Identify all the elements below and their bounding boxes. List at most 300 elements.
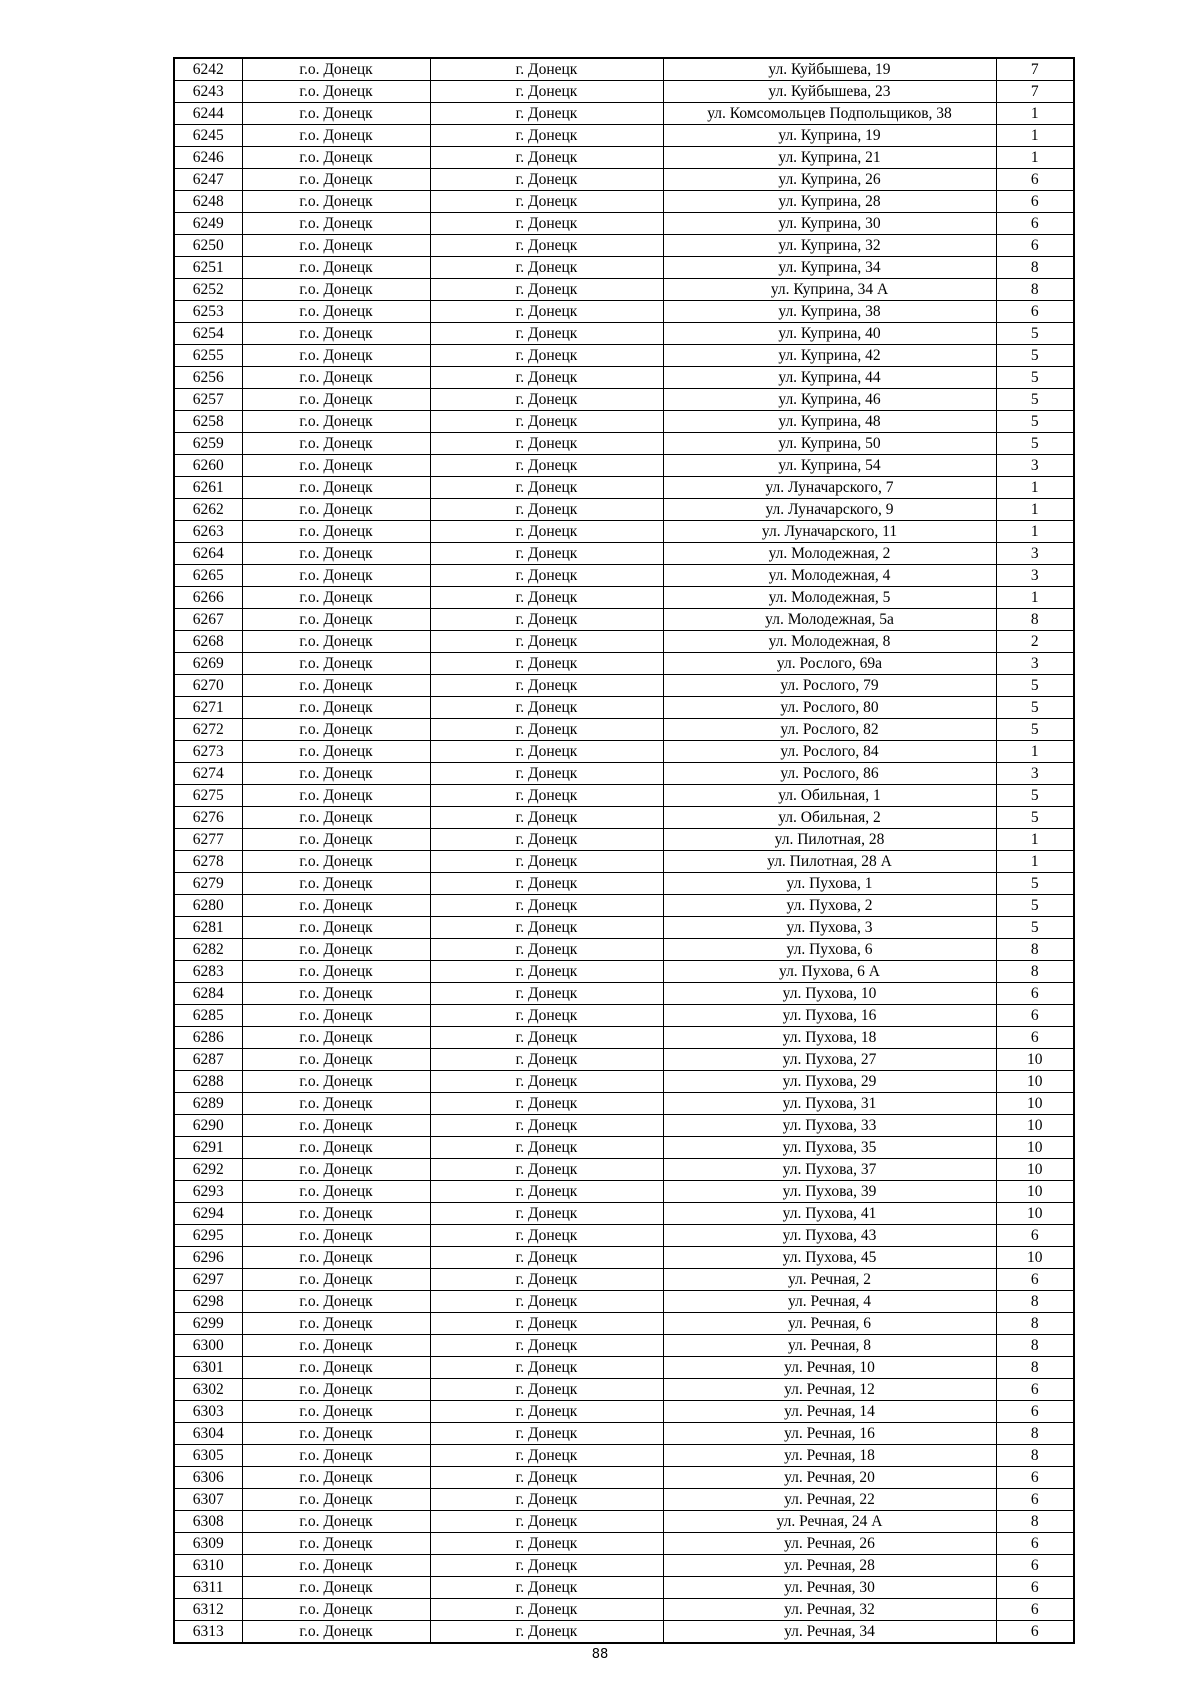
cell-city: г. Донецк: [430, 169, 663, 191]
cell-street-address: ул. Рослого, 86: [663, 763, 996, 785]
cell-city: г. Донецк: [430, 103, 663, 125]
cell-row-number: 6311: [174, 1577, 242, 1599]
table-row: [174, 1467, 1074, 1489]
cell-municipality: г.о. Донецк: [242, 1049, 430, 1071]
cell-street-address: ул. Пухова, 31: [663, 1093, 996, 1115]
cell-street-address: ул. Пухова, 37: [663, 1159, 996, 1181]
table-row: [174, 345, 1074, 367]
cell-municipality: г.о. Донецк: [242, 1093, 430, 1115]
cell-city: г. Донецк: [430, 1445, 663, 1467]
cell-city: г. Донецк: [430, 807, 663, 829]
table-row: [174, 1335, 1074, 1357]
cell-street-address: ул. Луначарского, 11: [663, 521, 996, 543]
cell-city: г. Донецк: [430, 741, 663, 763]
cell-row-number: 6269: [174, 653, 242, 675]
cell-city: г. Донецк: [430, 411, 663, 433]
cell-row-number: 6298: [174, 1291, 242, 1313]
cell-municipality: г.о. Донецк: [242, 1247, 430, 1269]
cell-street-address: ул. Молодежная, 8: [663, 631, 996, 653]
cell-row-number: 6287: [174, 1049, 242, 1071]
cell-row-number: 6297: [174, 1269, 242, 1291]
table-row: [174, 565, 1074, 587]
table-row: [174, 873, 1074, 895]
table-row: [174, 917, 1074, 939]
table-row: [174, 213, 1074, 235]
cell-city: г. Донецк: [430, 301, 663, 323]
cell-street-address: ул. Обильная, 1: [663, 785, 996, 807]
cell-city: г. Донецк: [430, 1269, 663, 1291]
cell-street-address: ул. Речная, 18: [663, 1445, 996, 1467]
cell-city: г. Донецк: [430, 1489, 663, 1511]
cell-street-address: ул. Речная, 32: [663, 1599, 996, 1621]
cell-municipality: г.о. Донецк: [242, 1115, 430, 1137]
cell-row-number: 6296: [174, 1247, 242, 1269]
table-row: [174, 587, 1074, 609]
table-row: [174, 1049, 1074, 1071]
cell-row-number: 6310: [174, 1555, 242, 1577]
cell-city: г. Донецк: [430, 81, 663, 103]
table-row: [174, 961, 1074, 983]
cell-city: г. Донецк: [430, 367, 663, 389]
table-row: [174, 1181, 1074, 1203]
cell-municipality: г.о. Донецк: [242, 477, 430, 499]
cell-row-number: 6258: [174, 411, 242, 433]
table-row: [174, 279, 1074, 301]
cell-count: 6: [996, 1467, 1074, 1489]
cell-municipality: г.о. Донецк: [242, 719, 430, 741]
cell-municipality: г.о. Донецк: [242, 1555, 430, 1577]
cell-row-number: 6289: [174, 1093, 242, 1115]
table-row: [174, 1599, 1074, 1621]
cell-street-address: ул. Речная, 28: [663, 1555, 996, 1577]
cell-street-address: ул. Куприна, 44: [663, 367, 996, 389]
cell-city: г. Донецк: [430, 1313, 663, 1335]
table-row: [174, 58, 1074, 81]
cell-city: г. Донецк: [430, 917, 663, 939]
cell-row-number: 6268: [174, 631, 242, 653]
cell-street-address: ул. Рослого, 84: [663, 741, 996, 763]
cell-count: 8: [996, 961, 1074, 983]
cell-row-number: 6282: [174, 939, 242, 961]
cell-municipality: г.о. Донецк: [242, 1159, 430, 1181]
table-row: [174, 433, 1074, 455]
table-row: [174, 675, 1074, 697]
cell-municipality: г.о. Донецк: [242, 785, 430, 807]
cell-street-address: ул. Рослого, 79: [663, 675, 996, 697]
cell-municipality: г.о. Донецк: [242, 543, 430, 565]
cell-count: 8: [996, 279, 1074, 301]
cell-city: г. Донецк: [430, 1357, 663, 1379]
cell-city: г. Донецк: [430, 213, 663, 235]
cell-city: г. Донецк: [430, 1533, 663, 1555]
cell-row-number: 6265: [174, 565, 242, 587]
table-row: [174, 257, 1074, 279]
cell-street-address: ул. Пухова, 6: [663, 939, 996, 961]
cell-municipality: г.о. Донецк: [242, 1203, 430, 1225]
cell-city: г. Донецк: [430, 631, 663, 653]
cell-street-address: ул. Речная, 24 А: [663, 1511, 996, 1533]
cell-row-number: 6284: [174, 983, 242, 1005]
cell-municipality: г.о. Донецк: [242, 653, 430, 675]
table-row: [174, 1071, 1074, 1093]
cell-count: 1: [996, 125, 1074, 147]
cell-count: 6: [996, 169, 1074, 191]
cell-city: г. Донецк: [430, 1423, 663, 1445]
cell-municipality: г.о. Донецк: [242, 917, 430, 939]
table-row: [174, 983, 1074, 1005]
table-row: [174, 609, 1074, 631]
table-row: [174, 455, 1074, 477]
cell-city: г. Донецк: [430, 1467, 663, 1489]
cell-municipality: г.о. Донецк: [242, 345, 430, 367]
cell-street-address: ул. Речная, 26: [663, 1533, 996, 1555]
cell-municipality: г.о. Донецк: [242, 125, 430, 147]
cell-count: 6: [996, 1533, 1074, 1555]
cell-row-number: 6275: [174, 785, 242, 807]
cell-count: 6: [996, 1027, 1074, 1049]
page-number: 88: [591, 1647, 609, 1662]
table-row: [174, 521, 1074, 543]
address-table-body: [174, 58, 1074, 1643]
table-row: [174, 1203, 1074, 1225]
cell-count: 1: [996, 103, 1074, 125]
cell-street-address: ул. Речная, 14: [663, 1401, 996, 1423]
cell-municipality: г.о. Донецк: [242, 1379, 430, 1401]
cell-municipality: г.о. Донецк: [242, 983, 430, 1005]
cell-city: г. Донецк: [430, 1093, 663, 1115]
cell-street-address: ул. Луначарского, 9: [663, 499, 996, 521]
cell-count: 5: [996, 895, 1074, 917]
cell-municipality: г.о. Донецк: [242, 697, 430, 719]
cell-city: г. Донецк: [430, 587, 663, 609]
cell-row-number: 6304: [174, 1423, 242, 1445]
cell-municipality: г.о. Донецк: [242, 235, 430, 257]
cell-municipality: г.о. Донецк: [242, 81, 430, 103]
cell-street-address: ул. Рослого, 69а: [663, 653, 996, 675]
table-row: [174, 411, 1074, 433]
cell-street-address: ул. Куприна, 30: [663, 213, 996, 235]
cell-municipality: г.о. Донецк: [242, 433, 430, 455]
table-row: [174, 1489, 1074, 1511]
table-row: [174, 785, 1074, 807]
cell-street-address: ул. Рослого, 82: [663, 719, 996, 741]
cell-municipality: г.о. Донецк: [242, 1027, 430, 1049]
cell-count: 10: [996, 1247, 1074, 1269]
cell-city: г. Донецк: [430, 895, 663, 917]
cell-row-number: 6313: [174, 1621, 242, 1644]
cell-street-address: ул. Речная, 10: [663, 1357, 996, 1379]
cell-row-number: 6257: [174, 389, 242, 411]
cell-street-address: ул. Куприна, 34 А: [663, 279, 996, 301]
cell-municipality: г.о. Донецк: [242, 1423, 430, 1445]
cell-row-number: 6264: [174, 543, 242, 565]
cell-count: 5: [996, 675, 1074, 697]
cell-row-number: 6276: [174, 807, 242, 829]
cell-municipality: г.о. Донецк: [242, 1577, 430, 1599]
table-row: [174, 1533, 1074, 1555]
cell-row-number: 6280: [174, 895, 242, 917]
cell-count: 5: [996, 873, 1074, 895]
cell-street-address: ул. Речная, 30: [663, 1577, 996, 1599]
cell-row-number: 6262: [174, 499, 242, 521]
cell-row-number: 6272: [174, 719, 242, 741]
cell-city: г. Донецк: [430, 235, 663, 257]
table-row: [174, 1093, 1074, 1115]
cell-city: г. Донецк: [430, 851, 663, 873]
cell-city: г. Донецк: [430, 345, 663, 367]
cell-city: г. Донецк: [430, 829, 663, 851]
cell-row-number: 6290: [174, 1115, 242, 1137]
cell-count: 6: [996, 1599, 1074, 1621]
cell-street-address: ул. Куприна, 19: [663, 125, 996, 147]
cell-count: 10: [996, 1093, 1074, 1115]
cell-row-number: 6279: [174, 873, 242, 895]
cell-row-number: 6273: [174, 741, 242, 763]
cell-row-number: 6247: [174, 169, 242, 191]
cell-street-address: ул. Пухова, 35: [663, 1137, 996, 1159]
table-row: [174, 1269, 1074, 1291]
cell-city: г. Донецк: [430, 961, 663, 983]
cell-street-address: ул. Речная, 4: [663, 1291, 996, 1313]
cell-municipality: г.о. Донецк: [242, 829, 430, 851]
table-row: [174, 895, 1074, 917]
cell-row-number: 6283: [174, 961, 242, 983]
cell-count: 8: [996, 609, 1074, 631]
cell-row-number: 6255: [174, 345, 242, 367]
cell-count: 6: [996, 1269, 1074, 1291]
cell-count: 7: [996, 58, 1074, 81]
cell-street-address: ул. Луначарского, 7: [663, 477, 996, 499]
cell-street-address: ул. Речная, 16: [663, 1423, 996, 1445]
table-row: [174, 763, 1074, 785]
table-row: [174, 851, 1074, 873]
cell-street-address: ул. Пухова, 6 А: [663, 961, 996, 983]
cell-count: 6: [996, 235, 1074, 257]
cell-row-number: 6292: [174, 1159, 242, 1181]
cell-city: г. Донецк: [430, 521, 663, 543]
cell-municipality: г.о. Донецк: [242, 939, 430, 961]
cell-city: г. Донецк: [430, 257, 663, 279]
cell-municipality: г.о. Донецк: [242, 191, 430, 213]
cell-row-number: 6266: [174, 587, 242, 609]
cell-row-number: 6308: [174, 1511, 242, 1533]
table-row: [174, 499, 1074, 521]
cell-city: г. Донецк: [430, 1181, 663, 1203]
table-row: [174, 1291, 1074, 1313]
cell-count: 1: [996, 147, 1074, 169]
cell-city: г. Донецк: [430, 1291, 663, 1313]
cell-city: г. Донецк: [430, 389, 663, 411]
cell-city: г. Донецк: [430, 191, 663, 213]
table-row: [174, 631, 1074, 653]
cell-municipality: г.о. Донецк: [242, 1313, 430, 1335]
address-table: [173, 57, 1075, 1644]
cell-city: г. Донецк: [430, 763, 663, 785]
cell-city: г. Донецк: [430, 565, 663, 587]
cell-street-address: ул. Речная, 6: [663, 1313, 996, 1335]
cell-row-number: 6249: [174, 213, 242, 235]
cell-street-address: ул. Пухова, 29: [663, 1071, 996, 1093]
cell-row-number: 6250: [174, 235, 242, 257]
cell-municipality: г.о. Донецк: [242, 169, 430, 191]
cell-count: 3: [996, 763, 1074, 785]
cell-street-address: ул. Речная, 22: [663, 1489, 996, 1511]
cell-count: 8: [996, 939, 1074, 961]
table-row: [174, 1159, 1074, 1181]
table-row: [174, 1577, 1074, 1599]
cell-row-number: 6263: [174, 521, 242, 543]
cell-street-address: ул. Пухова, 39: [663, 1181, 996, 1203]
cell-street-address: ул. Комсомольцев Подпольщиков, 38: [663, 103, 996, 125]
cell-city: г. Донецк: [430, 939, 663, 961]
cell-row-number: 6286: [174, 1027, 242, 1049]
cell-row-number: 6312: [174, 1599, 242, 1621]
cell-count: 7: [996, 81, 1074, 103]
cell-street-address: ул. Пухова, 16: [663, 1005, 996, 1027]
cell-count: 6: [996, 1555, 1074, 1577]
cell-count: 1: [996, 521, 1074, 543]
cell-street-address: ул. Куприна, 40: [663, 323, 996, 345]
cell-row-number: 6267: [174, 609, 242, 631]
cell-municipality: г.о. Донецк: [242, 1489, 430, 1511]
cell-row-number: 6306: [174, 1467, 242, 1489]
cell-street-address: ул. Куприна, 26: [663, 169, 996, 191]
cell-street-address: ул. Пилотная, 28: [663, 829, 996, 851]
cell-street-address: ул. Пухова, 2: [663, 895, 996, 917]
table-row: [174, 477, 1074, 499]
cell-municipality: г.о. Донецк: [242, 58, 430, 81]
cell-row-number: 6271: [174, 697, 242, 719]
cell-municipality: г.о. Донецк: [242, 323, 430, 345]
cell-municipality: г.о. Донецк: [242, 301, 430, 323]
cell-street-address: ул. Рослого, 80: [663, 697, 996, 719]
cell-municipality: г.о. Донецк: [242, 1225, 430, 1247]
cell-row-number: 6243: [174, 81, 242, 103]
cell-municipality: г.о. Донецк: [242, 873, 430, 895]
cell-row-number: 6244: [174, 103, 242, 125]
cell-city: г. Донецк: [430, 147, 663, 169]
cell-row-number: 6302: [174, 1379, 242, 1401]
cell-row-number: 6288: [174, 1071, 242, 1093]
cell-municipality: г.о. Донецк: [242, 1357, 430, 1379]
cell-street-address: ул. Куприна, 34: [663, 257, 996, 279]
cell-municipality: г.о. Донецк: [242, 807, 430, 829]
cell-count: 10: [996, 1049, 1074, 1071]
cell-city: г. Донецк: [430, 1225, 663, 1247]
cell-street-address: ул. Молодежная, 4: [663, 565, 996, 587]
table-row: [174, 1115, 1074, 1137]
table-row: [174, 147, 1074, 169]
cell-count: 1: [996, 477, 1074, 499]
table-row: [174, 1621, 1074, 1644]
cell-count: 2: [996, 631, 1074, 653]
cell-city: г. Донецк: [430, 323, 663, 345]
table-row: [174, 1445, 1074, 1467]
cell-count: 5: [996, 719, 1074, 741]
cell-city: г. Донецк: [430, 1027, 663, 1049]
cell-street-address: ул. Речная, 2: [663, 1269, 996, 1291]
cell-city: г. Донецк: [430, 785, 663, 807]
table-row: [174, 719, 1074, 741]
cell-municipality: г.о. Донецк: [242, 411, 430, 433]
cell-city: г. Донецк: [430, 719, 663, 741]
cell-row-number: 6270: [174, 675, 242, 697]
cell-row-number: 6256: [174, 367, 242, 389]
table-row: [174, 125, 1074, 147]
cell-count: 6: [996, 983, 1074, 1005]
cell-count: 10: [996, 1203, 1074, 1225]
table-row: [174, 1027, 1074, 1049]
cell-municipality: г.о. Донецк: [242, 1401, 430, 1423]
cell-municipality: г.о. Донецк: [242, 147, 430, 169]
cell-count: 8: [996, 1511, 1074, 1533]
cell-row-number: 6278: [174, 851, 242, 873]
cell-street-address: ул. Куприна, 32: [663, 235, 996, 257]
cell-municipality: г.о. Донецк: [242, 455, 430, 477]
cell-municipality: г.о. Донецк: [242, 631, 430, 653]
table-row: [174, 1555, 1074, 1577]
cell-street-address: ул. Речная, 20: [663, 1467, 996, 1489]
cell-street-address: ул. Пухова, 1: [663, 873, 996, 895]
cell-row-number: 6251: [174, 257, 242, 279]
cell-row-number: 6274: [174, 763, 242, 785]
cell-count: 10: [996, 1115, 1074, 1137]
table-row: [174, 1137, 1074, 1159]
cell-count: 1: [996, 851, 1074, 873]
table-row: [174, 323, 1074, 345]
cell-municipality: г.о. Донецк: [242, 741, 430, 763]
cell-municipality: г.о. Донецк: [242, 213, 430, 235]
cell-count: 8: [996, 1291, 1074, 1313]
cell-municipality: г.о. Донецк: [242, 1511, 430, 1533]
cell-count: 6: [996, 191, 1074, 213]
cell-street-address: ул. Пухова, 33: [663, 1115, 996, 1137]
cell-municipality: г.о. Донецк: [242, 1137, 430, 1159]
cell-city: г. Донецк: [430, 125, 663, 147]
cell-city: г. Донецк: [430, 983, 663, 1005]
cell-row-number: 6301: [174, 1357, 242, 1379]
cell-count: 8: [996, 1357, 1074, 1379]
cell-city: г. Донецк: [430, 279, 663, 301]
cell-street-address: ул. Куприна, 28: [663, 191, 996, 213]
cell-street-address: ул. Куприна, 46: [663, 389, 996, 411]
cell-row-number: 6300: [174, 1335, 242, 1357]
cell-row-number: 6254: [174, 323, 242, 345]
cell-municipality: г.о. Донецк: [242, 1071, 430, 1093]
cell-municipality: г.о. Донецк: [242, 675, 430, 697]
cell-city: г. Донецк: [430, 1203, 663, 1225]
cell-municipality: г.о. Донецк: [242, 1467, 430, 1489]
cell-city: г. Донецк: [430, 1005, 663, 1027]
cell-city: г. Донецк: [430, 1577, 663, 1599]
cell-municipality: г.о. Донецк: [242, 1005, 430, 1027]
table-row: [174, 1423, 1074, 1445]
cell-count: 6: [996, 1401, 1074, 1423]
cell-street-address: ул. Обильная, 2: [663, 807, 996, 829]
cell-row-number: 6293: [174, 1181, 242, 1203]
cell-count: 5: [996, 785, 1074, 807]
cell-row-number: 6259: [174, 433, 242, 455]
cell-row-number: 6295: [174, 1225, 242, 1247]
cell-count: 6: [996, 1005, 1074, 1027]
table-row: [174, 829, 1074, 851]
cell-row-number: 6309: [174, 1533, 242, 1555]
cell-count: 5: [996, 697, 1074, 719]
cell-row-number: 6261: [174, 477, 242, 499]
cell-row-number: 6260: [174, 455, 242, 477]
cell-row-number: 6294: [174, 1203, 242, 1225]
cell-municipality: г.о. Донецк: [242, 609, 430, 631]
